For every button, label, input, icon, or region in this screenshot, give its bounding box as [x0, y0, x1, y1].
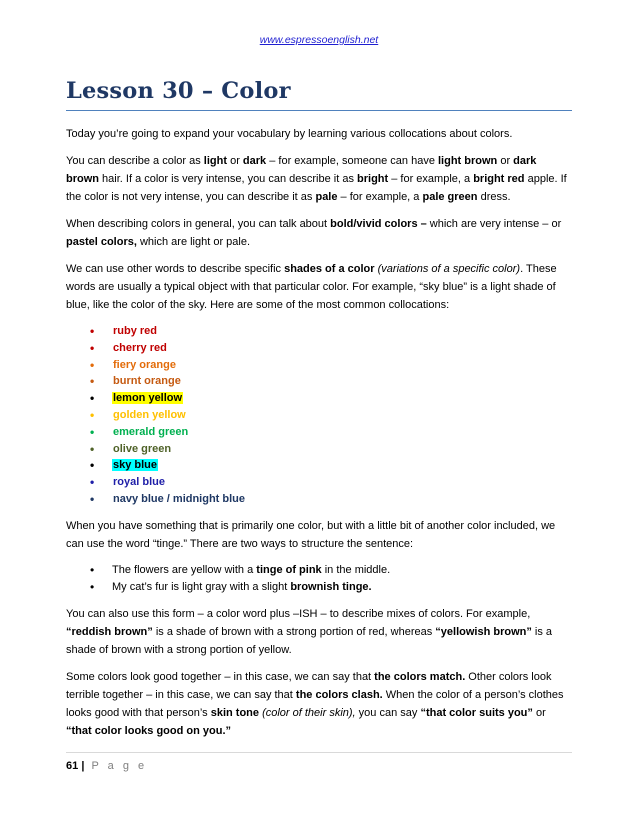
bullet-icon: •	[90, 579, 95, 594]
color-list-item	[66, 323, 572, 340]
color-list-item	[66, 457, 572, 474]
bullet-icon: •	[90, 562, 95, 577]
page-footer	[66, 760, 147, 772]
lesson-body	[66, 125, 572, 749]
color-list-item	[66, 407, 572, 424]
color-list-item	[66, 441, 572, 458]
bold-pastel-paragraph: When describing colors in general, you can talk about bold/vivid colors – which are very intense – or pastel colors, which are light or pale.	[66, 218, 562, 248]
color-label: sky blue	[113, 459, 158, 472]
bullet-icon: •	[90, 374, 95, 389]
bullet-icon: •	[90, 424, 95, 439]
light-dark-paragraph: You can describe a color as light or dark – for example, someone can have light brown or dark brown hair. If a color is very intense, you can describe it as bright – for example, a bright red apple. If the color is not very intense, you can describe it as pale – for example, a pale green dress.	[66, 155, 567, 203]
bullet-icon: •	[90, 340, 95, 355]
bullet-icon: •	[90, 475, 95, 490]
tinge-paragraph: When you have something that is primarily one color, but with a little bit of another color included, we can use the word “tinge.” There are two ways to structure the sentence:	[66, 519, 556, 550]
header-website-link[interactable]: www.espressoenglish.net	[259, 34, 379, 46]
color-list-item	[66, 340, 572, 357]
title-underline	[66, 110, 572, 111]
page-word: P a g e	[91, 760, 148, 772]
color-label: burnt orange	[113, 375, 181, 388]
color-label: olive green	[113, 442, 172, 455]
bullet-icon: •	[90, 357, 95, 372]
example-list-item: • My cat’s fur is light gray with a slight brownish tinge.	[90, 579, 372, 594]
lesson-title: Lesson 30 – Color	[66, 78, 291, 104]
color-list-item	[66, 474, 572, 491]
bullet-icon: •	[90, 391, 95, 406]
page-number: 61	[66, 760, 79, 772]
color-label: royal blue	[113, 476, 165, 489]
color-list-item	[66, 373, 572, 390]
tinge-example-list	[66, 562, 572, 596]
example-list-item: • The flowers are yellow with a tinge of pink in the middle.	[90, 562, 391, 577]
color-label: cherry red	[113, 341, 167, 354]
match-clash-paragraph: Some colors look good together – in this case, we can say that the colors match. Other colors look terrible together – in this case, we can say that the colors clash. When the color of a person’s clothes looks good with that person’s skin tone (color of their skin), you can say “that color suits you” or “that color looks good on you.”	[66, 670, 564, 737]
color-label: ruby red	[113, 325, 158, 337]
color-label: golden yellow	[113, 408, 186, 421]
shades-paragraph: We can use other words to describe specific shades of a color (variations of a specific color). These words are usually a typical object with that particular color. For example, “sky blue” is a light shade of blue, like the color of the sky. Here are some of the most common collocations:	[66, 263, 557, 311]
color-list-item	[66, 390, 572, 407]
footer-separator: |	[81, 760, 85, 772]
bullet-icon: •	[90, 491, 95, 506]
color-label: fiery orange	[113, 358, 176, 371]
bullet-icon: •	[90, 407, 95, 422]
color-label: navy blue / midnight blue	[113, 492, 246, 505]
bullet-icon: •	[90, 441, 95, 456]
color-collocation-list	[66, 323, 572, 508]
color-label: emerald green	[113, 425, 189, 438]
intro-paragraph: Today you’re going to expand your vocabulary by learning various collocations about colors.	[66, 128, 513, 140]
bullet-icon: •	[90, 458, 95, 473]
color-list-item	[66, 357, 572, 374]
color-list-item	[66, 424, 572, 441]
footer-rule	[66, 752, 572, 753]
ish-paragraph: You can also use this form – a color word plus –ISH – to describe mixes of colors. For example, “reddish brown” is a shade of brown with a strong portion of red, whereas “yellowish brown” is a shade of brown with a strong portion of yellow.	[66, 607, 553, 656]
bullet-icon: •	[90, 324, 95, 338]
color-label: lemon yellow	[113, 392, 183, 405]
color-list-item	[66, 491, 572, 508]
